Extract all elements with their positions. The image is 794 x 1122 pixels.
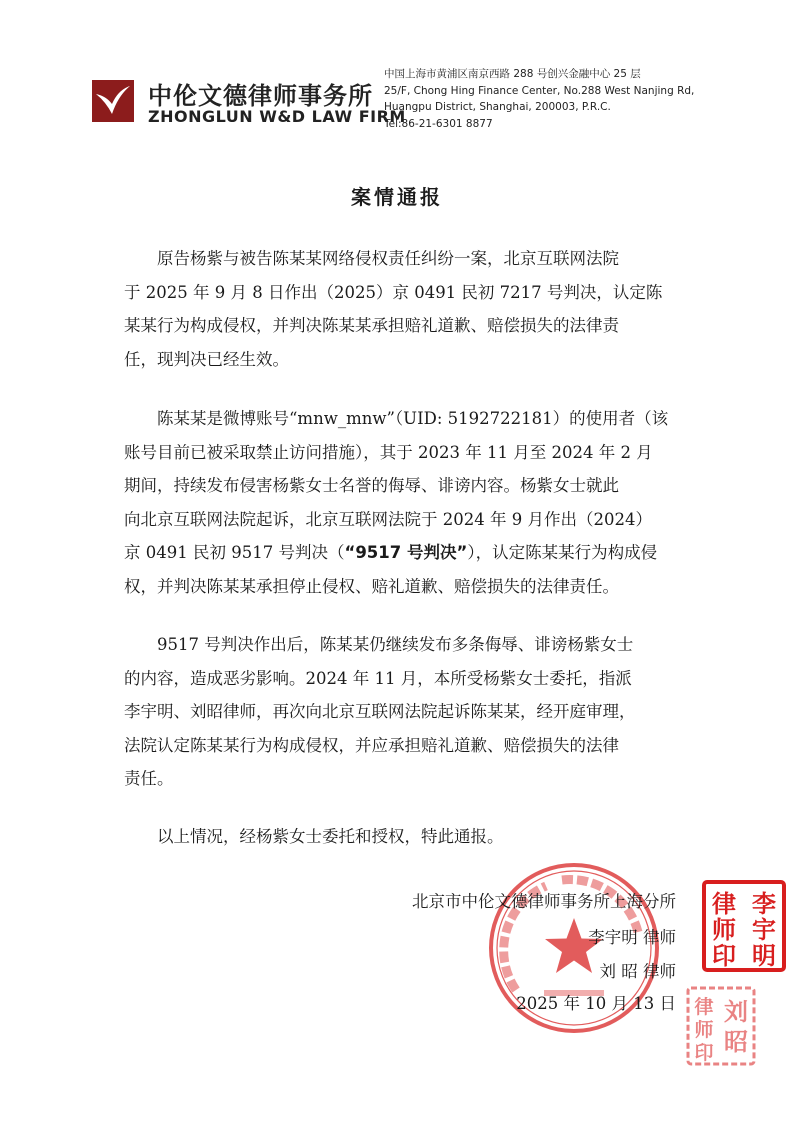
lawyer-seal-li [702,880,786,972]
firm-name-cn: 中伦文德律师事务所 [148,82,373,110]
firm-logo [92,80,134,122]
paragraph-judgment [124,242,684,376]
paragraph-background [124,402,684,603]
address-line: 中国上海市黄浦区南京西路 288 号创兴金融中心 25 层 [384,68,641,80]
text-line: 于 2025 年 9 月 8 日作出（2025）京 0491 民初 7217 号判决，认定陈 [124,282,663,302]
address-line: 25/F, Chong Hing Finance Center, No.288 West Nanjing Rd, [384,84,695,97]
text-line: 责任。 [124,769,174,788]
text-line: 陈某某是微博账号“mnw_mnw”（UID: 5192722181）的使用者（该 [157,409,669,428]
text-line: 9517 号判决作出后，陈某某仍继续发布多条侮辱、诽谤杨紫女士 [157,635,634,654]
text-line: 李宇明、刘昭律师，再次向北京互联网法院起诉陈某某，经开庭审理， [124,702,636,721]
seal-char: 律 [712,890,736,918]
seal-char: 刘 [724,998,748,1026]
seal-char: 印 [694,1042,714,1064]
document-title: 案情通报 [351,185,443,209]
text-line: 任，现判决已经生效。 [124,349,289,369]
text-line: 原告杨紫与被告陈某某网络侵权责任纠纷一案，北京互联网法院 [157,249,619,268]
seal-char: 律 [694,996,714,1018]
seal-char: 师 [694,1019,714,1041]
seal-char: 李 [752,890,776,918]
text-line: 的内容，造成恶劣影响。2024 年 11 月，本所受杨紫女士委托，指派 [124,668,632,688]
text-line: 某某行为构成侵权，并判决陈某某承担赔礼道歉、赔偿损失的法律责 [124,316,619,335]
paragraph-closing [124,820,684,854]
text-line [124,536,684,570]
text-line: 以上情况，经杨紫女士委托和授权，特此通报。 [157,827,504,846]
text-line: 向北京互联网法院起诉，北京互联网法院于 2024 年 9 月作出（2024） [124,509,652,529]
signature-date: 2025 年 10 月 13 日 [516,994,676,1013]
text-line: 账号目前已被采取禁止访问措施），其于 2023 年 11 月至 2024 年 2 月 [124,442,653,462]
text-line: 法院认定陈某某行为构成侵权，并应承担赔礼道歉、赔偿损失的法律 [124,735,619,755]
seal-char: 印 [712,942,736,970]
firm-address [384,66,694,132]
signature-lawyer-li: 李宇明 律师 [588,928,676,947]
seal-char: 昭 [724,1028,748,1056]
seal-char: 师 [712,916,736,944]
text-line: 期间，持续发布侵害杨紫女士名誉的侮辱、诽谤内容。杨紫女士就此 [124,476,619,495]
address-line: Tel:86-21-6301 8877 [384,117,493,130]
firm-name-en: ZHONGLUN W&D LAW FIRM [148,107,406,126]
address-line: Huangpu District, Shanghai, 200003, P.R.C. [384,101,611,113]
text-line: 权，并判决陈某某承担停止侵权、赔礼道歉、赔偿损失的法律责任。 [124,576,619,596]
seal-char: 宇 [752,916,776,944]
signature-firm: 北京市中伦文德律师事务所上海分所 [412,892,676,911]
paragraph-second-suit [124,628,684,796]
emphasis-judgment-9517: “9517 号判决” [344,543,468,562]
text-segment: ），认定陈某某行为构成侵 [467,543,658,562]
signature-lawyer-liu: 刘 昭 律师 [599,962,676,981]
text-segment: 京 0491 民初 9517 号判决（ [124,543,345,562]
seal-char: 明 [752,942,776,970]
lawyer-seal-liu [686,986,756,1066]
